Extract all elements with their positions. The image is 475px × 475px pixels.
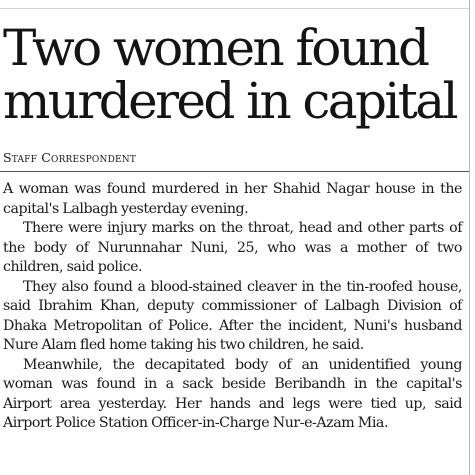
paragraph-1: A woman was found murdered in her Shahid Nagar house in the capital's Lalbagh yesterday evening. bbox=[3, 181, 462, 217]
top-rule bbox=[0, 8, 469, 9]
headline bbox=[3, 19, 473, 130]
headline-line-1: Two women found bbox=[3, 19, 428, 77]
headline-line-2: murdered in capital bbox=[3, 72, 456, 130]
byline: Staff Correspondent bbox=[3, 150, 137, 165]
byline-rule bbox=[0, 171, 469, 172]
paragraph-2: There were injury marks on the throat, head and other parts of the body of Nurunnahar Nuni, 25, who was a mother of two children, said police. bbox=[3, 220, 462, 275]
paragraph-4: Meanwhile, the decapitated body of an unidentified young woman was found in a sack beside Beribandh in the capital's Airport area yesterday. Her hands and legs were tied up, said Airport Police Station Officer-in-Charge Nur-e-Azam Mia. bbox=[3, 356, 462, 431]
article-body bbox=[3, 180, 462, 434]
paragraph-3: They also found a blood-stained cleaver in the tin-roofed house, said Ibrahim Khan, deputy commissioner of Lalbagh Division of Dhaka Metropolitan of Police. After the incident, Nuni's husband Nure Alam fled home taking his two children, he said. bbox=[3, 278, 462, 353]
